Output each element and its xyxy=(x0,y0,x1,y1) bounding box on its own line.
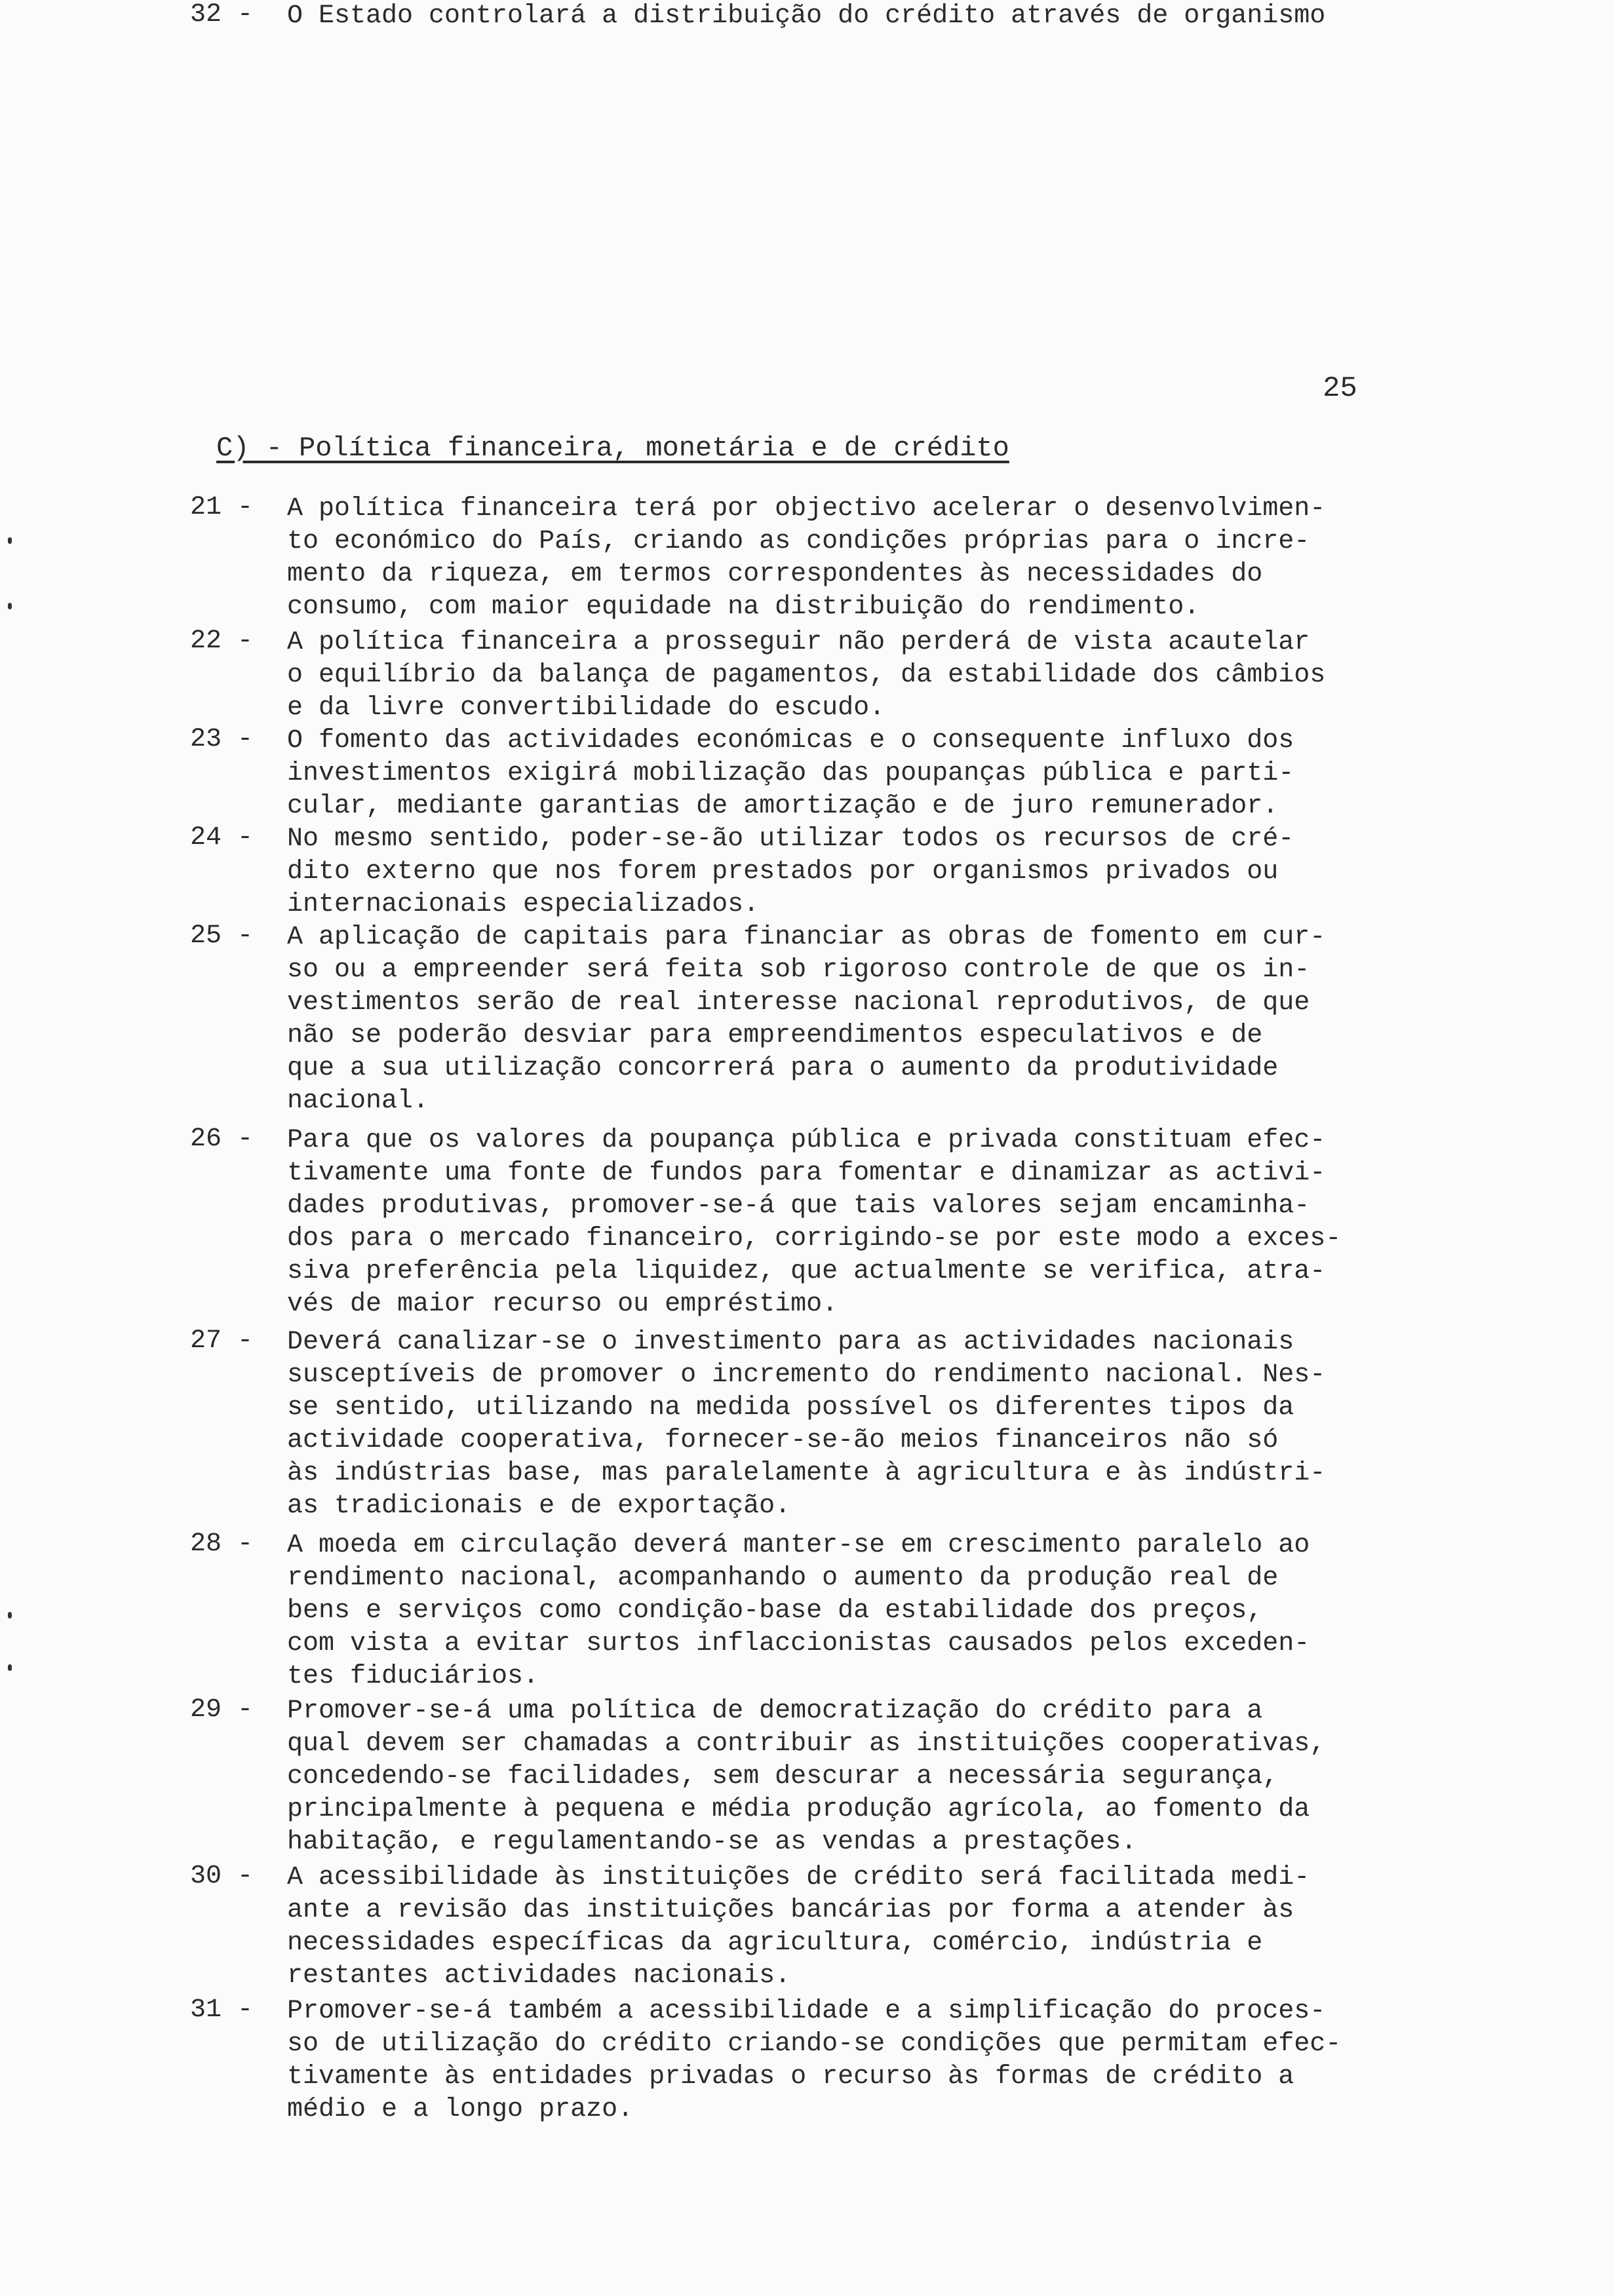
paragraph-28 xyxy=(190,1529,1429,1693)
paragraph-25 xyxy=(190,921,1429,1118)
text-line: Deverá canalizar-se o investimento para as actividades nacionais xyxy=(287,1328,1294,1357)
text-line: cular, mediante garantias de amortização e de juro remunerador. xyxy=(287,792,1279,821)
text-line: e da livre convertibilidade do escudo. xyxy=(287,693,885,723)
text-line: as tradicionais e de exportação. xyxy=(287,1491,791,1521)
text-line: vestimentos serão de real interesse nacional reprodutivos, de que xyxy=(287,988,1310,1018)
text-line: A política financeira a prosseguir não perderá de vista acautelar xyxy=(287,628,1310,657)
paragraph-31 xyxy=(190,1995,1429,2126)
paragraph-number: 21 - xyxy=(190,493,254,522)
text-line: tivamente uma fonte de fundos para fomentar e dinamizar as activi- xyxy=(287,1158,1326,1188)
text-line: to económico do País, criando as condições próprias para o incre- xyxy=(287,527,1310,556)
text-line: A acessibilidade às instituições de crédito será facilitada medi- xyxy=(287,1863,1310,1892)
scan-speck xyxy=(8,537,12,544)
text-line: com vista a evitar surtos inflaccionistas causados pelos exceden- xyxy=(287,1629,1310,1658)
text-line: o equilíbrio da balança de pagamentos, da estabilidade dos câmbios xyxy=(287,660,1326,690)
text-line: Promover-se-á uma política de democratização do crédito para a xyxy=(287,1696,1263,1726)
text-line: não se poderão desviar para empreendimentos especulativos e de xyxy=(287,1021,1263,1050)
paragraph-number: 30 - xyxy=(190,1862,254,1891)
paragraph-number: 31 - xyxy=(190,1995,254,2025)
text-line: actividade cooperativa, fornecer-se-ão meios financeiros não só xyxy=(287,1426,1279,1455)
paragraph-number: 24 - xyxy=(190,823,254,852)
text-line: principalmente à pequena e média produção agrícola, ao fomento da xyxy=(287,1795,1310,1824)
text-line: qual devem ser chamadas a contribuir as instituições cooperativas, xyxy=(287,1729,1326,1759)
text-line: consumo, com maior equidade na distribuição do rendimento. xyxy=(287,592,1200,622)
paragraph-number: 29 - xyxy=(190,1695,254,1725)
paragraph-29 xyxy=(190,1695,1429,1859)
text-line: médio e a longo prazo. xyxy=(287,2095,634,2124)
text-line: se sentido, utilizando na medida possível os diferentes tipos da xyxy=(287,1393,1294,1423)
text-line: siva preferência pela liquidez, que actualmente se verifica, atra- xyxy=(287,1257,1326,1286)
text-line: tivamente às entidades privadas o recurso às formas de crédito a xyxy=(287,2062,1294,2092)
paragraph-27 xyxy=(190,1326,1429,1523)
paragraph-number: 32 - xyxy=(190,0,254,29)
text-line: Para que os valores da poupança pública e privada constituam efec- xyxy=(287,1126,1326,1155)
paragraph-32 xyxy=(190,0,1429,33)
text-line: internacionais especializados. xyxy=(287,890,760,919)
page-number: 25 xyxy=(1323,372,1357,405)
paragraph-number: 27 - xyxy=(190,1326,254,1356)
text-line: so ou a empreender será feita sob rigoroso controle de que os in- xyxy=(287,955,1310,985)
text-line: concedendo-se facilidades, sem descurar a necessária segurança, xyxy=(287,1762,1279,1791)
text-line: No mesmo sentido, poder-se-ão utilizar todos os recursos de cré- xyxy=(287,824,1294,854)
text-line: nacional. xyxy=(287,1086,429,1116)
paragraph-26 xyxy=(190,1124,1429,1321)
paragraph-24 xyxy=(190,823,1429,921)
text-line: habitação, e regulamentando-se as vendas a prestações. xyxy=(287,1827,1137,1857)
text-line: vés de maior recurso ou empréstimo. xyxy=(287,1290,838,1319)
text-line: so de utilização do crédito criando-se condições que permitam efec- xyxy=(287,2029,1342,2059)
text-line: A moeda em circulação deverá manter-se em crescimento paralelo ao xyxy=(287,1531,1310,1560)
text-line: necessidades específicas da agricultura, comércio, indústria e xyxy=(287,1928,1263,1958)
paragraph-number: 28 - xyxy=(190,1529,254,1559)
paragraph-23 xyxy=(190,725,1429,823)
text-line: tes fiduciários. xyxy=(287,1662,539,1691)
text-line: A política financeira terá por objectivo acelerar o desenvolvimen- xyxy=(287,494,1326,524)
text-line: bens e serviços como condição-base da estabilidade dos preços, xyxy=(287,1596,1263,1626)
text-line: dades produtivas, promover-se-á que tais valores sejam encaminha- xyxy=(287,1191,1310,1221)
paragraph-30 xyxy=(190,1862,1429,1993)
text-line: O fomento das actividades económicas e o consequente influxo dos xyxy=(287,726,1294,756)
text-line: A aplicação de capitais para financiar as obras de fomento em cur- xyxy=(287,923,1326,952)
text-line: investimentos exigirá mobilização das poupanças pública e parti- xyxy=(287,759,1294,788)
paragraph-number: 22 - xyxy=(190,626,254,656)
text-line: O Estado controlará a distribuição do crédito através de organismo xyxy=(287,1,1326,31)
paragraph-number: 23 - xyxy=(190,725,254,754)
text-line: às indústrias base, mas paralelamente à agricultura e às indústri- xyxy=(287,1459,1326,1488)
scan-speck xyxy=(8,603,12,609)
paragraph-number: 26 - xyxy=(190,1124,254,1154)
text-line: rendimento nacional, acompanhando o aumento da produção real de xyxy=(287,1563,1279,1593)
text-line: restantes actividades nacionais. xyxy=(287,1961,791,1991)
scan-speck xyxy=(8,1664,12,1671)
paragraph-21 xyxy=(190,493,1429,624)
text-line: que a sua utilização concorrerá para o aumento da produtividade xyxy=(287,1054,1279,1083)
text-line: dos para o mercado financeiro, corrigindo-se por este modo a exces- xyxy=(287,1224,1342,1253)
paragraph-22 xyxy=(190,626,1429,725)
scan-speck xyxy=(8,1612,12,1618)
paragraph-number: 25 - xyxy=(190,921,254,951)
text-line: mento da riqueza, em termos correspondentes às necessidades do xyxy=(287,560,1263,589)
text-line: dito externo que nos forem prestados por organismos privados ou xyxy=(287,857,1279,887)
text-line: ante a revisão das instituições bancárias por forma a atender às xyxy=(287,1896,1294,1925)
text-line: Promover-se-á também a acessibilidade e a simplificação do proces- xyxy=(287,1997,1326,2026)
text-line: susceptíveis de promover o incremento do rendimento nacional. Nes- xyxy=(287,1360,1326,1390)
section-heading: C) - Política financeira, monetária e de crédito xyxy=(216,432,1009,464)
